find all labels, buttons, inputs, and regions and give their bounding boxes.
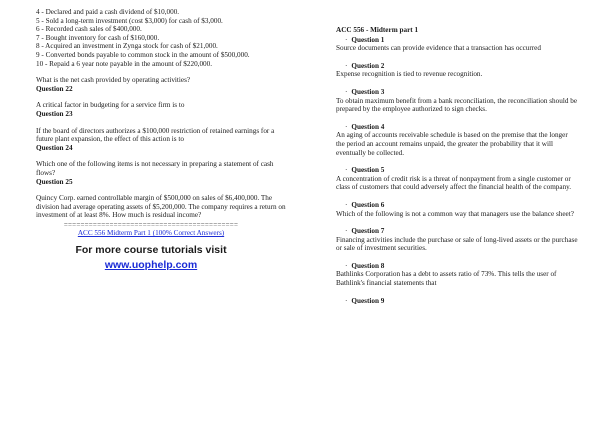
question-text: A concentration of credit risk is a threat of nonpayment from a single customer or class of customers that could adversely affect the financial health of the company. [336,174,572,192]
list-item: 10 - Repaid a 6 year note payable in the amount of $220,000. [36,59,213,68]
question-23-label: Question 23 [36,109,73,118]
question-block [336,297,578,306]
question-25-label: Question 25 [36,177,73,186]
question-number: Question 1 [351,35,385,44]
question-block [336,62,578,79]
bullet-icon: · [345,87,348,96]
list-item: 5 - Sold a long-term investment (cost $3,000) for cash of $3,000. [36,16,223,25]
question-number: Question 5 [351,166,385,175]
question-label [336,166,578,175]
question-number: Question 7 [351,227,385,236]
question-number: Question 8 [351,261,385,270]
question-block [336,166,578,192]
list-item: 6 - Recorded cash sales of $400,000. [36,25,142,34]
list-item: 4 - Declared and paid a cash dividend of $10,000. [36,8,180,16]
bullet-icon: · [345,35,348,44]
question-number: Question 4 [351,122,385,131]
question-24-label: Question 24 [36,143,73,152]
bullet-icon: · [345,296,348,305]
list-item: 7 - Bought inventory for cash of $160,000. [36,33,160,42]
question-22-label: Question 22 [36,84,73,93]
site-link[interactable]: www.uophelp.com [104,259,198,272]
question-block [336,123,578,157]
question-24-text: Which one of the following items is not necessary in preparing a statement of cash flows? [36,160,274,177]
bullet-icon: · [345,261,348,270]
question-label [336,297,578,306]
question-list [336,36,578,306]
question-text: Source documents can provide evidence that a transaction has occurred [336,44,541,53]
question-label [336,262,578,271]
question-text: Expense recognition is tied to revenue recognition. [336,70,483,79]
transaction-list [36,8,286,68]
question-23-text: If the board of directors authorizes a $100,000 restriction of retained earnings for a future plant expansion, the effect of this action is to [36,126,275,144]
question-number: Question 9 [351,296,385,305]
bullet-icon: · [345,166,348,175]
course-link[interactable]: ACC 556 Midterm Part 1 (100% Correct Answers) [77,229,225,238]
question-label [336,123,578,132]
question-block [336,262,578,288]
question-number: Question 3 [351,87,385,96]
question-block [336,201,578,218]
question-text: An aging of accounts receivable schedule is based on the premise that the longer the period an account remains unpaid, the greater the probability that it will eventually be collected. [336,131,568,157]
question-label [336,227,578,236]
question-text: Which of the following is not a common way that managers use the balance sheet? [336,209,574,218]
question-number: Question 2 [351,61,385,70]
question-label [336,62,578,71]
list-item: 9 - Converted bonds payable to common stock in the amount of $500,000. [36,50,250,59]
right-page [300,0,600,424]
bullet-icon: · [345,122,348,131]
promo-text: For more course tutorials visit [75,244,227,257]
question-text: Bathlinks Corporation has a debt to assets ratio of 73%. This tells the user of Bathlink's financial statements that [336,270,557,288]
bullet-icon: · [345,200,348,209]
question-text: Financing activities include the purchase or sale of long-lived assets or the purchase or sale of investment securities. [336,235,578,253]
question-22-text: A critical factor in budgeting for a service firm is to [36,101,185,110]
list-item: 8 - Acquired an investment in Zynga stock for cash of $21,000. [36,42,218,51]
question-text: To obtain maximum benefit from a bank reconciliation, the reconciliation should be prepared by the employee authorized to sign checks. [336,96,578,114]
question-21-text: What is the net cash provided by operating activities? [36,76,191,85]
question-number: Question 6 [351,200,385,209]
document-title: ACC 556 - Midterm part 1 [336,26,419,34]
question-block [336,227,578,253]
question-25-text: Quincy Corp. earned controllable margin of $500,000 on sales of $6,400,000. The division had average operating assets of $5,200,000. The company requires a return on investment of at least 8%. How much is residual income? [36,194,286,220]
bullet-icon: · [345,227,348,236]
divider-line: ========================================== [63,220,239,229]
question-label [336,36,578,45]
question-block [336,36,578,53]
question-label [336,201,578,210]
question-block [336,88,578,114]
bullet-icon: · [345,61,348,70]
question-label [336,88,578,97]
